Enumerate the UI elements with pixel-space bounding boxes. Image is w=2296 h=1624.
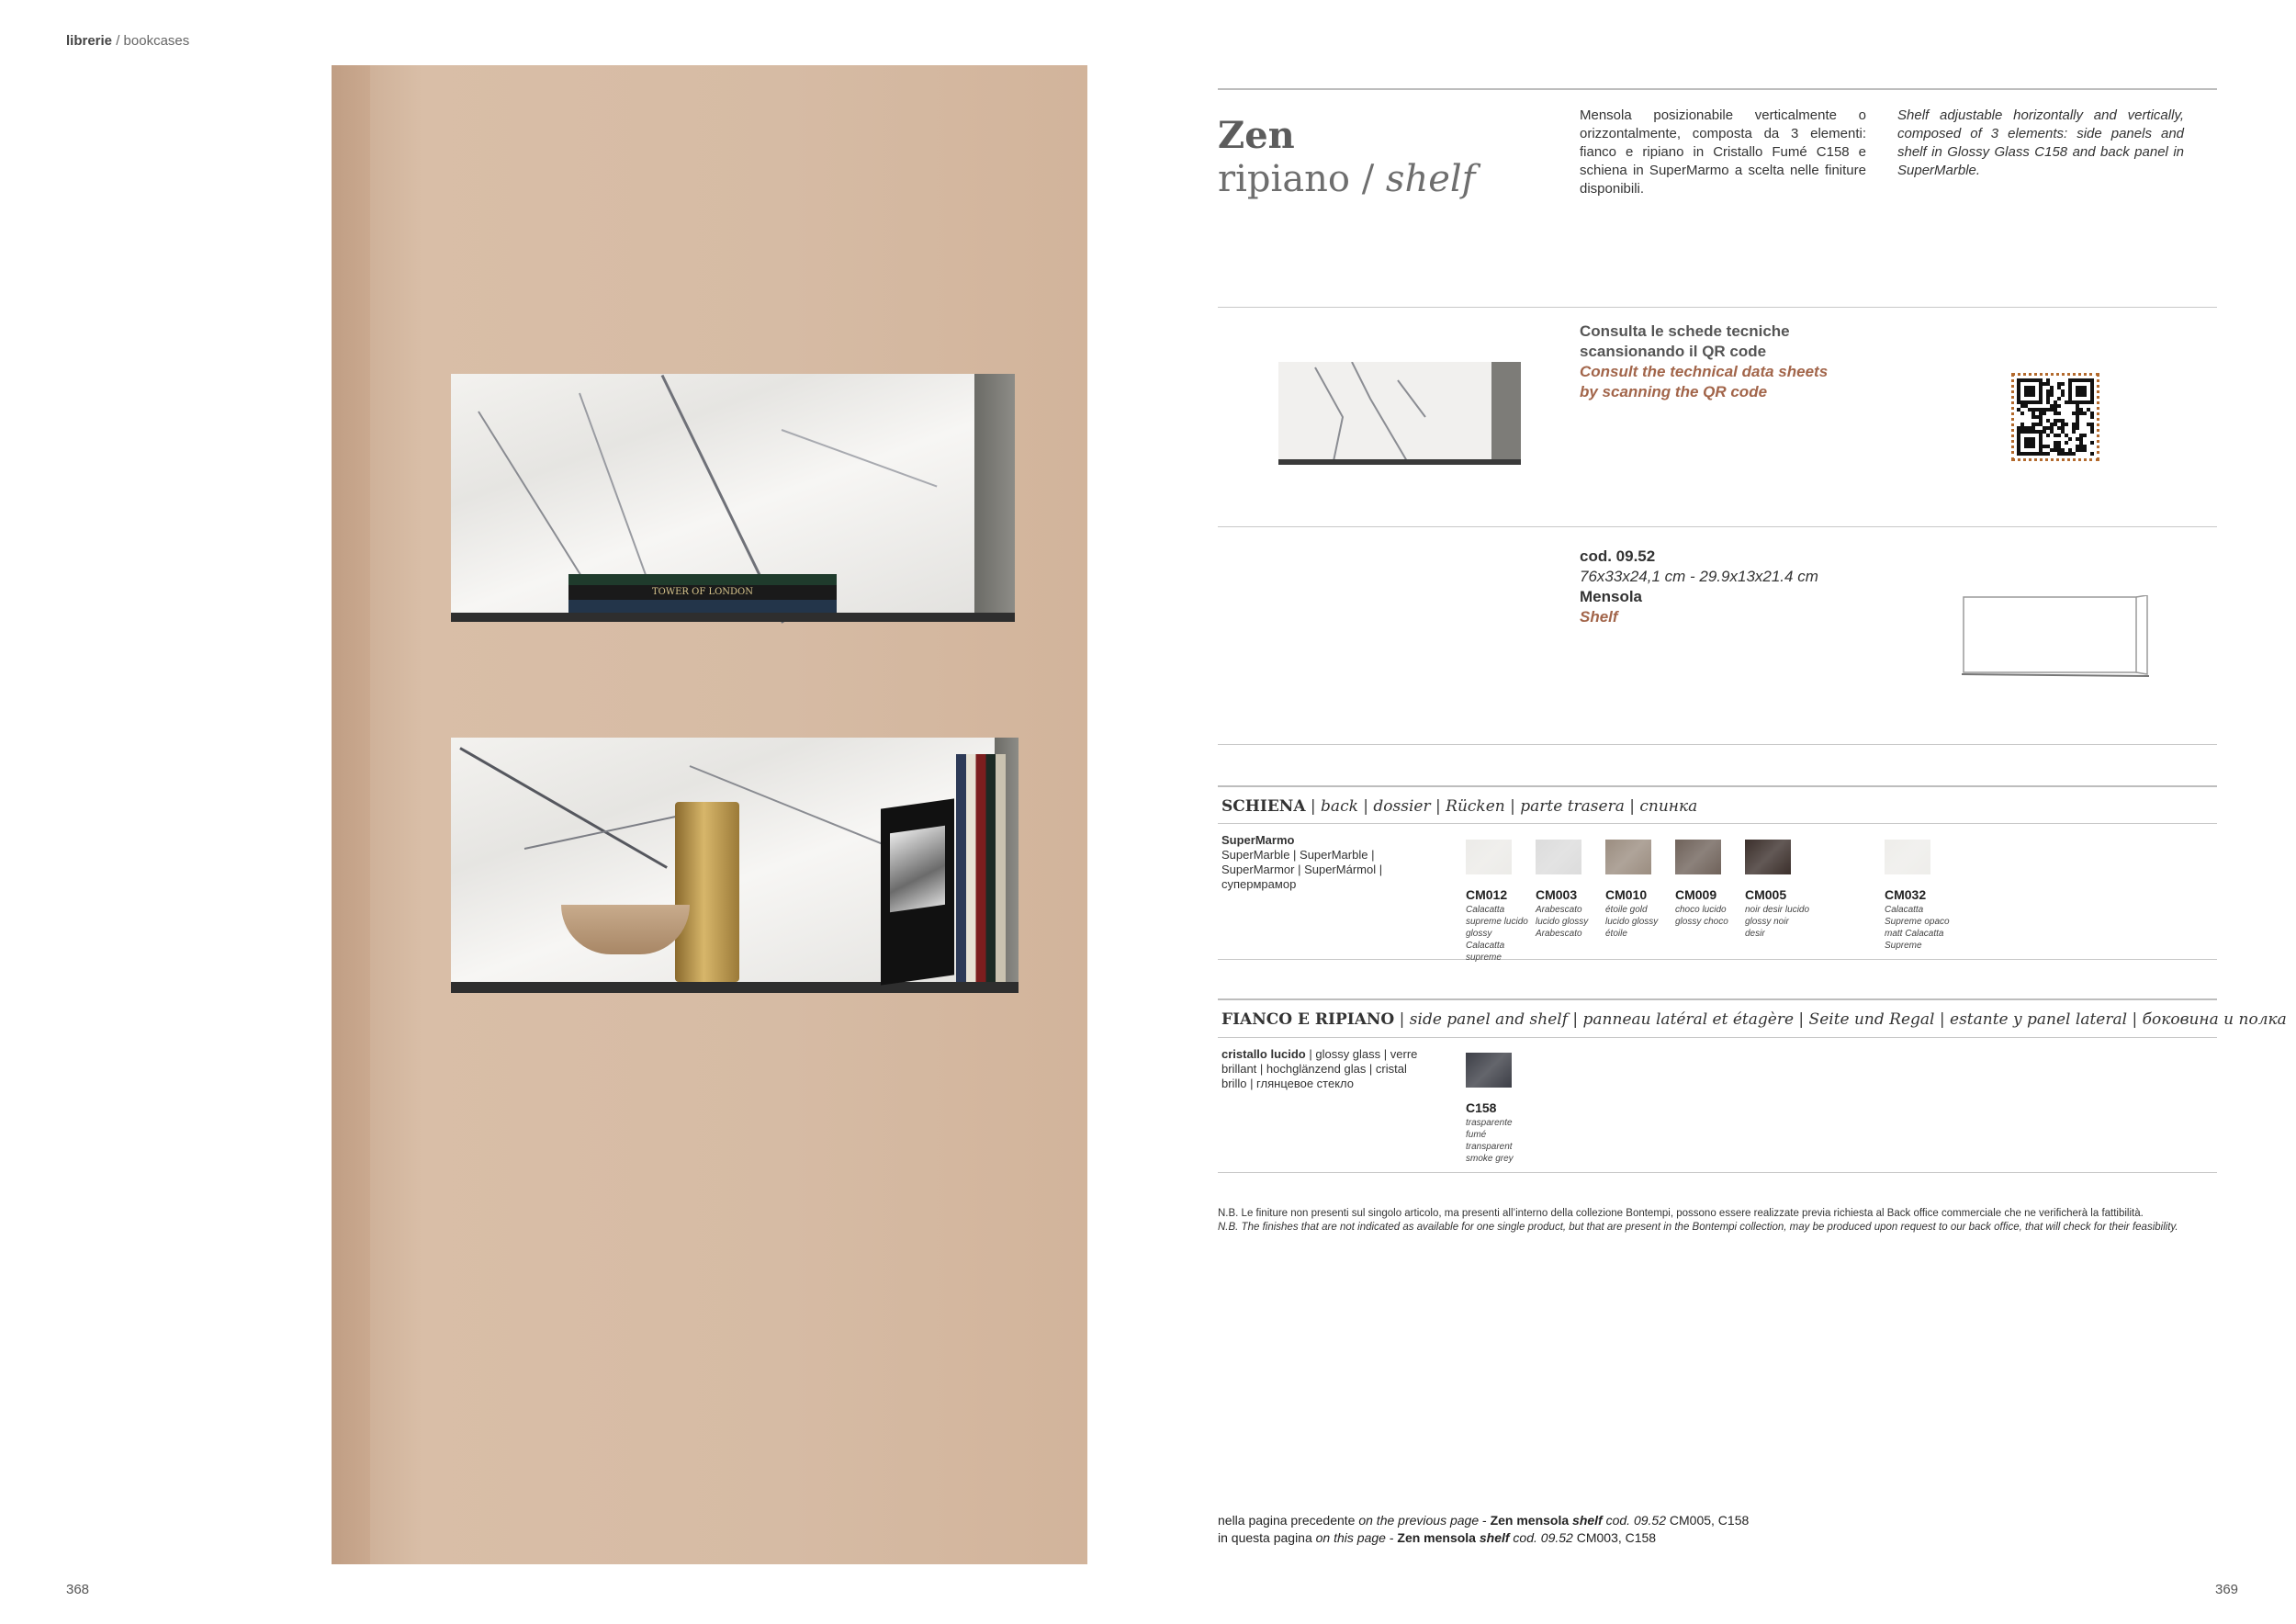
finish-code: C158 — [1466, 1100, 1497, 1115]
photo-caption — [1218, 1512, 1749, 1547]
caption-2-g: CM003, C158 — [1572, 1530, 1657, 1545]
finish-code: CM010 — [1605, 887, 1648, 902]
rule-side-top — [1218, 998, 2217, 1000]
caption-1-d: Zen mensola — [1490, 1513, 1573, 1528]
description-en: Shelf adjustable horizontally and vertically, composed of 3 elements: side panels and shelf in Glossy Glass C158 and back panel in SuperMarble. — [1897, 107, 2184, 178]
photo-frame — [881, 798, 954, 985]
finish-swatch-c158 — [1466, 1053, 1512, 1088]
rule-qr-top — [1218, 307, 2217, 308]
finish-code: CM003 — [1536, 887, 1578, 902]
back-material-name: SuperMarmo — [1221, 833, 1295, 847]
finish-code: CM005 — [1745, 887, 1787, 902]
back-section-title — [1221, 797, 1697, 816]
shelf-thumbnail — [1278, 362, 1521, 468]
qr-instructions — [1580, 321, 1828, 402]
back-section-title-main: SCHIENA — [1221, 797, 1306, 816]
rule-back-top — [1218, 785, 2217, 787]
qr-line2-it: scansionando il QR code — [1580, 343, 1767, 360]
breadcrumb-section: librerie — [66, 33, 113, 49]
finish-swatch-cm003 — [1536, 840, 1581, 874]
item-dimensions: 76x33x24,1 cm - 29.9x13x21.4 cm — [1580, 568, 1818, 585]
product-title: Zen — [1218, 114, 1295, 157]
side-section-title-main: FIANCO E RIPIANO — [1221, 1010, 1395, 1029]
side-material-translations: | glossy glass | verre brillant | hochglänzend glas | cristal brillo | глянцевое стекло — [1221, 1047, 1418, 1090]
finish-swatch-cm010 — [1605, 840, 1651, 874]
caption-2-a: in questa pagina — [1218, 1530, 1316, 1545]
product-subtitle — [1218, 158, 1475, 200]
breadcrumb-subsection: bookcases — [123, 33, 190, 49]
finish-description: étoile gold lucido glossy étoile — [1605, 905, 1659, 939]
back-section-title-rest: | back | dossier | Rücken | parte trasera | спинка — [1305, 797, 1698, 816]
item-name-en: Shelf — [1580, 608, 1618, 626]
book-spine-title: TOWER OF LONDON — [568, 585, 837, 600]
side-section-title-rest: | side panel and shelf | panneau latéral et étagère | Seite und Regal | estante y panel lateral | боковина и полка — [1394, 1010, 2287, 1029]
side-section-title — [1221, 1010, 2287, 1029]
item-code: cod. 09.52 — [1580, 547, 1656, 565]
subtitle-it: ripiano — [1218, 158, 1351, 200]
item-name-it: Mensola — [1580, 588, 1643, 605]
qr-line1-it: Consulta le schede tecniche — [1580, 322, 1790, 340]
caption-1-b: on the previous page — [1358, 1513, 1480, 1528]
bottom-shelf-base — [451, 982, 1019, 993]
finish-note — [1218, 1207, 2178, 1235]
rule-back-bottom — [1218, 959, 2217, 960]
finish-code: CM032 — [1885, 887, 1927, 902]
page-number-left: 368 — [66, 1582, 90, 1597]
caption-1-f: cod. 09.52 — [1602, 1513, 1666, 1528]
caption-1-c: - — [1479, 1513, 1491, 1528]
breadcrumb — [66, 33, 189, 49]
top-shelf-base — [451, 613, 1015, 622]
finish-code: CM009 — [1675, 887, 1717, 902]
finish-swatch-cm009 — [1675, 840, 1721, 874]
finish-description: Arabescato lucido glossy Arabescato — [1536, 905, 1589, 939]
page-number-right: 369 — [2215, 1582, 2239, 1597]
side-material-name: cristallo lucido — [1221, 1047, 1306, 1061]
rule-back-title-bottom — [1218, 823, 2217, 824]
caption-2-e: shelf — [1479, 1530, 1510, 1545]
qr-line2-en: by scanning the QR code — [1580, 383, 1768, 400]
caption-2-d: Zen mensola — [1397, 1530, 1480, 1545]
caption-line-1 — [1218, 1512, 1749, 1529]
brass-vase — [675, 802, 739, 982]
finish-swatch-cm032 — [1885, 840, 1930, 874]
finish-description: Calacatta Supreme opaco matt Calacatta Supreme — [1885, 905, 1950, 951]
caption-2-c: - — [1385, 1530, 1398, 1545]
caption-2-b: on this page — [1315, 1530, 1386, 1545]
shelf-line-drawing — [1962, 595, 2151, 678]
caption-1-g: CM005, C158 — [1666, 1513, 1750, 1528]
qr-line1-en: Consult the technical data sheets — [1580, 363, 1829, 380]
finish-swatch-cm005 — [1745, 840, 1791, 874]
subtitle-separator: / — [1350, 158, 1386, 200]
finish-swatch-cm012 — [1466, 840, 1512, 874]
rule-side-title-bottom — [1218, 1037, 2217, 1038]
caption-1-a: nella pagina precedente — [1218, 1513, 1359, 1528]
caption-line-2 — [1218, 1529, 1749, 1547]
finish-note-en: N.B. The finishes that are not indicated as available for one single product, but that are present in the Bontempi collection, may be produced upon request to our back office, that will check for their feasibility. — [1218, 1222, 2178, 1233]
product-photo — [332, 65, 1087, 1564]
rule-top — [1218, 88, 2217, 90]
book-stack — [568, 574, 837, 613]
rule-side-bottom — [1218, 1172, 2217, 1173]
caption-2-f: cod. 09.52 — [1509, 1530, 1573, 1545]
caption-1-e: shelf — [1572, 1513, 1603, 1528]
finish-code: CM012 — [1466, 887, 1508, 902]
description-it: Mensola posizionabile verticalmente o orizzontalmente, composta da 3 elementi: fianco e ripiano in Cristallo Fumé C158 e schiena in SuperMarmo a scelta nelle finiture disponibili. — [1580, 107, 1866, 197]
finish-description: noir desir lucido glossy noir desir — [1745, 905, 1810, 939]
finish-note-it: N.B. Le finiture non presenti sul singolo articolo, ma presenti all’interno della collezione Bontempi, possono essere realizzate previa richiesta al Back office commerciale che ne verificherà la fattibilità. — [1218, 1208, 2144, 1219]
side-material-label — [1221, 1047, 1433, 1091]
qr-code-pattern — [2017, 378, 2094, 456]
item-code-block — [1580, 547, 1818, 627]
finish-description: choco lucido glossy choco — [1675, 905, 1728, 927]
qr-code[interactable] — [2011, 373, 2099, 461]
breadcrumb-separator: / — [112, 33, 124, 49]
finish-description: Calacatta supreme lucido glossy Calacatta supreme — [1466, 905, 1528, 963]
rule-code-bottom — [1218, 744, 2217, 745]
rule-code-top — [1218, 526, 2217, 527]
subtitle-en: shelf — [1385, 158, 1476, 200]
top-shelf-side-panel — [974, 374, 1015, 616]
books-upright — [956, 754, 1006, 982]
back-material-label — [1221, 833, 1405, 892]
wall-pilaster — [332, 65, 370, 1564]
finish-description: trasparente fumé transparent smoke grey — [1466, 1118, 1514, 1164]
back-material-translations: SuperMarble | SuperMarble | SuperMarmor | SuperMármol | супермрамор — [1221, 848, 1383, 891]
